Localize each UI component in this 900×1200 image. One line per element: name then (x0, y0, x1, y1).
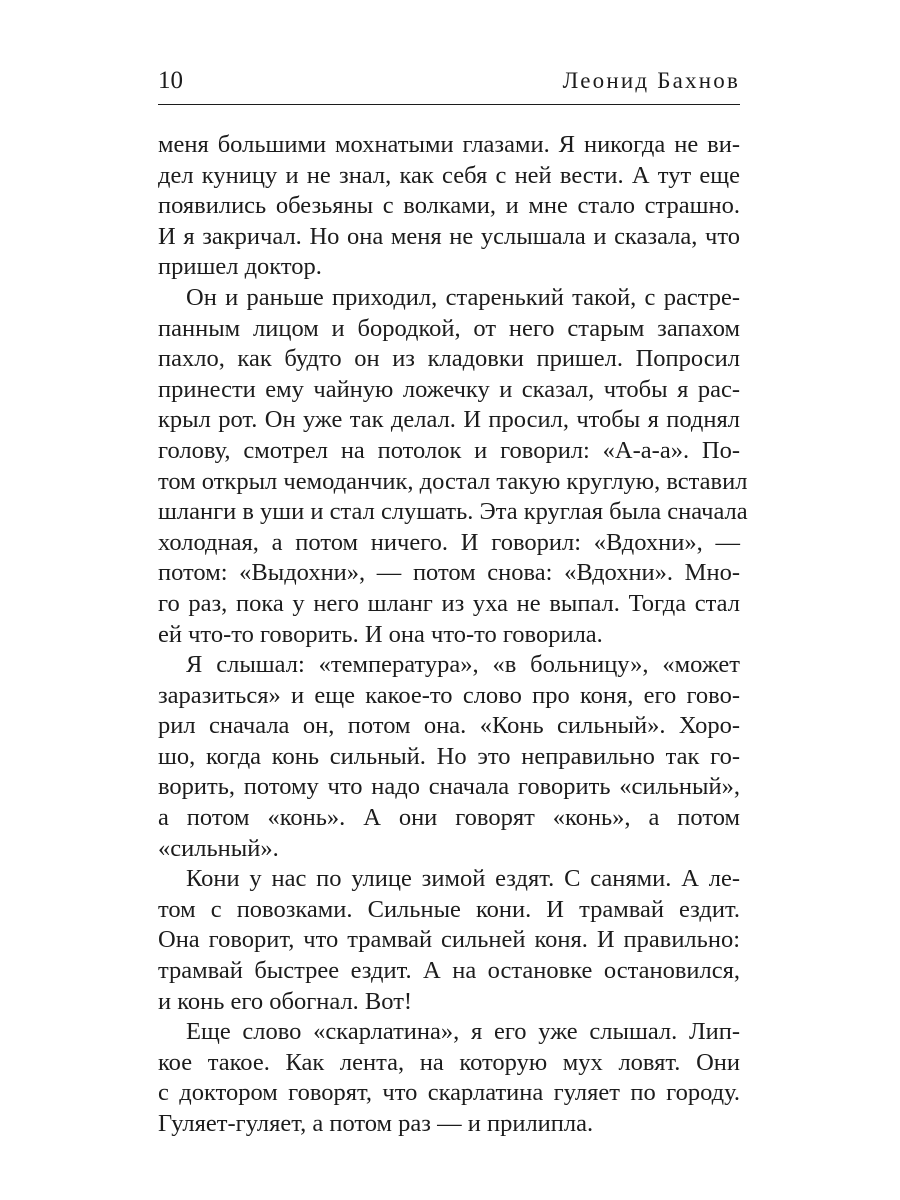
body-text (158, 130, 748, 1140)
text-line: го раз, пока у него шланг из уха не выпал. Тогда стал (158, 589, 740, 617)
text-line: Еще слово «скарлатина», я его уже слышал. Лип- (186, 1018, 740, 1046)
text-line: «сильный». (158, 834, 279, 862)
text-line: трамвай быстрее ездит. А на остановке остановился, (158, 957, 740, 985)
text-line: меня большими мохнатыми глазами. Я никогда не ви- (158, 131, 740, 158)
text-line: крыл рот. Он уже так делал. И просил, чтобы я поднял (158, 406, 740, 434)
text-line: том открыл чемоданчик, достал такую круглую, вставил (158, 467, 748, 495)
text-line: шо, когда конь сильный. Но это неправильно так го- (158, 742, 740, 770)
text-line: ей что-то говорить. И она что-то говорила. (158, 620, 603, 648)
page-number: 10 (158, 67, 183, 94)
text-line: кое такое. Как лента, на которую мух ловят. Они (158, 1048, 740, 1076)
text-line: холодная, а потом ничего. И говорил: «Вдохни», — (158, 528, 740, 556)
text-line: Я слышал: «температура», «в больницу», «может (186, 651, 740, 679)
running-head-author: Леонид Бахнов (562, 68, 740, 93)
text-line: заразиться» и еще какое-то слово про коня, его гово- (158, 681, 740, 709)
text-line: и конь его обогнал. Вот! (158, 987, 413, 1015)
header-rule (158, 104, 740, 105)
text-line: панным лицом и бородкой, от него старым запахом (158, 314, 740, 342)
text-line: Кони у нас по улице зимой ездят. С санями. А ле- (186, 865, 740, 893)
text-line: потом: «Выдохни», — потом снова: «Вдохни». Мно- (158, 559, 740, 587)
text-line: с доктором говорят, что скарлатина гуляет по городу. (158, 1079, 740, 1107)
text-line: пришел доктор. (158, 253, 322, 281)
running-head (158, 62, 740, 102)
text-line: шланги в уши и стал слушать. Эта круглая была сначала (158, 498, 748, 526)
text-line: появились обезьяны с волками, и мне стало страшно. (158, 192, 740, 220)
text-line: пахло, как будто он из кладовки пришел. Попросил (158, 345, 740, 373)
paragraph-1 (158, 130, 740, 283)
text-line: ворить, потому что надо сначала говорить «сильный», (158, 773, 740, 801)
text-line: Он и раньше приходил, старенький такой, с растре- (186, 283, 740, 311)
paragraph-3 (158, 650, 740, 864)
text-line: а потом «конь». А они говорят «конь», а потом (158, 804, 740, 832)
paragraph-2 (158, 283, 748, 650)
paragraph-5 (158, 1017, 740, 1139)
text-line: рил сначала он, потом она. «Конь сильный». Хоро- (158, 712, 740, 740)
text-line: том с повозками. Сильные кони. И трамвай ездит. (158, 895, 740, 923)
text-line: голову, смотрел на потолок и говорил: «А-а-а». По- (158, 436, 740, 464)
text-line: принести ему чайную ложечку и сказал, чтобы я рас- (158, 375, 740, 403)
text-line: Она говорит, что трамвай сильней коня. И правильно: (158, 926, 740, 954)
text-line: И я закричал. Но она меня не услышала и сказала, что (158, 222, 740, 250)
text-line: дел куницу и не знал, как себя с ней вести. А тут еще (158, 161, 740, 189)
text-line: Гуляет-гуляет, а потом раз — и прилипла. (158, 1110, 594, 1137)
paragraph-4 (158, 864, 740, 1017)
